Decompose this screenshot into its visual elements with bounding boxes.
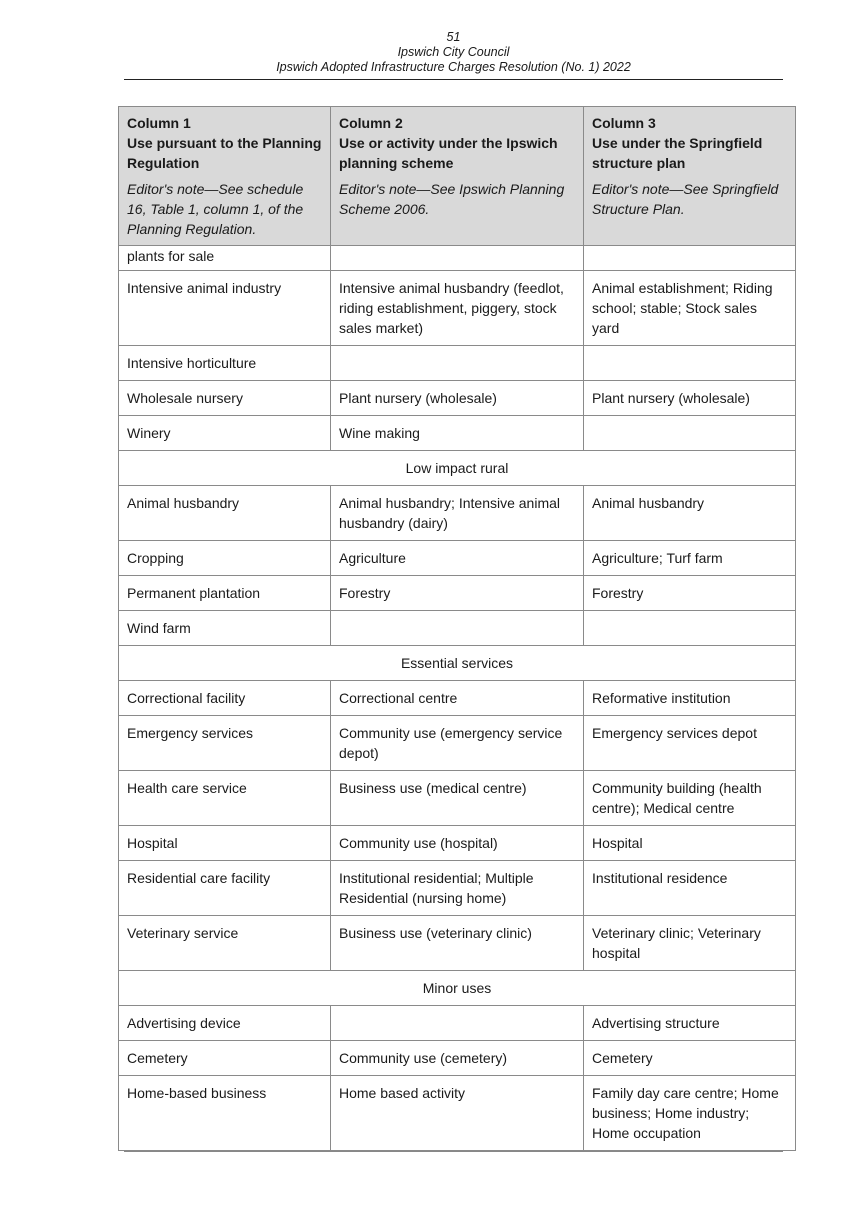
table-cell: Correctional centre bbox=[331, 681, 584, 716]
table-cell: Intensive animal husbandry (feedlot, riding establishment, piggery, stock sales market) bbox=[331, 271, 584, 346]
table-row bbox=[119, 861, 796, 916]
table-cell: Wholesale nursery bbox=[119, 381, 331, 416]
table-cell: Forestry bbox=[584, 576, 796, 611]
table-cell: Correctional facility bbox=[119, 681, 331, 716]
table-cell: Hospital bbox=[584, 826, 796, 861]
section-heading: Essential services bbox=[119, 646, 796, 681]
table-cell: Institutional residence bbox=[584, 861, 796, 916]
table-cell: Health care service bbox=[119, 771, 331, 826]
page-header bbox=[124, 30, 783, 75]
column-2-subtitle: Use or activity under the Ipswich planning scheme bbox=[339, 135, 558, 171]
column-2-title: Column 2 bbox=[339, 115, 403, 131]
section-row bbox=[119, 646, 796, 681]
table-cell: Winery bbox=[119, 416, 331, 451]
table-cell: Intensive horticulture bbox=[119, 346, 331, 381]
table-row bbox=[119, 381, 796, 416]
table-row bbox=[119, 486, 796, 541]
table-row bbox=[119, 716, 796, 771]
table-cell: Cropping bbox=[119, 541, 331, 576]
table-cell: Forestry bbox=[331, 576, 584, 611]
table-cell: Business use (medical centre) bbox=[331, 771, 584, 826]
continuation-row bbox=[119, 246, 796, 271]
header-rule bbox=[124, 79, 783, 80]
table-row bbox=[119, 541, 796, 576]
table-cell: Business use (veterinary clinic) bbox=[331, 916, 584, 971]
section-heading: Minor uses bbox=[119, 971, 796, 1006]
table-cell: Cemetery bbox=[584, 1041, 796, 1076]
table-cell: Plant nursery (wholesale) bbox=[331, 381, 584, 416]
table-row bbox=[119, 1041, 796, 1076]
table-cell: Advertising structure bbox=[584, 1006, 796, 1041]
table-cell bbox=[584, 246, 796, 271]
table-cell: plants for sale bbox=[119, 246, 331, 271]
table-cell: Wine making bbox=[331, 416, 584, 451]
organisation-name: Ipswich City Council bbox=[397, 45, 510, 59]
table-cell: Animal establishment; Riding school; stable; Stock sales yard bbox=[584, 271, 796, 346]
table-row bbox=[119, 1076, 796, 1151]
column-1-title: Column 1 bbox=[127, 115, 191, 131]
table-cell bbox=[331, 1006, 584, 1041]
table-cell bbox=[584, 416, 796, 451]
table-cell: Community use (cemetery) bbox=[331, 1041, 584, 1076]
table-cell: Veterinary service bbox=[119, 916, 331, 971]
column-3-note: Editor's note—See Springfield Structure Plan. bbox=[592, 181, 779, 217]
column-2-note: Editor's note—See Ipswich Planning Scheme 2006. bbox=[339, 181, 565, 217]
table-cell bbox=[584, 611, 796, 646]
table-row bbox=[119, 416, 796, 451]
table-cell bbox=[331, 246, 584, 271]
table-cell: Intensive animal industry bbox=[119, 271, 331, 346]
table-row bbox=[119, 346, 796, 381]
table-cell: Community use (hospital) bbox=[331, 826, 584, 861]
table-cell bbox=[331, 346, 584, 381]
table-row bbox=[119, 611, 796, 646]
section-row bbox=[119, 971, 796, 1006]
table-cell: Community building (health centre); Medical centre bbox=[584, 771, 796, 826]
table-row bbox=[119, 916, 796, 971]
column-3-subtitle: Use under the Springfield structure plan bbox=[592, 135, 763, 171]
table-cell: Hospital bbox=[119, 826, 331, 861]
table-cell: Residential care facility bbox=[119, 861, 331, 916]
table-row bbox=[119, 1006, 796, 1041]
table-cell: Animal husbandry bbox=[119, 486, 331, 541]
document-title: Ipswich Adopted Infrastructure Charges Resolution (No. 1) 2022 bbox=[276, 60, 631, 74]
table-cell bbox=[584, 346, 796, 381]
page-number: 51 bbox=[446, 30, 461, 44]
column-3-header bbox=[584, 107, 796, 246]
column-3-title: Column 3 bbox=[592, 115, 656, 131]
column-1-note: Editor's note—See schedule 16, Table 1, column 1, of the Planning Regulation. bbox=[127, 181, 304, 237]
table-cell: Animal husbandry; Intensive animal husbandry (dairy) bbox=[331, 486, 584, 541]
table-cell: Agriculture bbox=[331, 541, 584, 576]
table-row bbox=[119, 271, 796, 346]
table-cell: Institutional residential; Multiple Residential (nursing home) bbox=[331, 861, 584, 916]
table-cell: Family day care centre; Home business; Home industry; Home occupation bbox=[584, 1076, 796, 1151]
table-cell bbox=[331, 611, 584, 646]
column-1-header bbox=[119, 107, 331, 246]
table-cell: Home based activity bbox=[331, 1076, 584, 1151]
table-cell: Wind farm bbox=[119, 611, 331, 646]
table-row bbox=[119, 771, 796, 826]
table-cell: Community use (emergency service depot) bbox=[331, 716, 584, 771]
table-cell: Reformative institution bbox=[584, 681, 796, 716]
table-row bbox=[119, 681, 796, 716]
table-cell: Emergency services depot bbox=[584, 716, 796, 771]
table-row bbox=[119, 826, 796, 861]
footer-rule bbox=[124, 1151, 783, 1152]
table-cell: Agriculture; Turf farm bbox=[584, 541, 796, 576]
table-row bbox=[119, 576, 796, 611]
table-cell: Veterinary clinic; Veterinary hospital bbox=[584, 916, 796, 971]
table-body bbox=[119, 246, 796, 1151]
table-cell: Cemetery bbox=[119, 1041, 331, 1076]
table-cell: Animal husbandry bbox=[584, 486, 796, 541]
table-header-row bbox=[119, 107, 796, 246]
section-heading: Low impact rural bbox=[119, 451, 796, 486]
table-cell: Permanent plantation bbox=[119, 576, 331, 611]
column-2-header bbox=[331, 107, 584, 246]
use-mapping-table bbox=[118, 106, 796, 1151]
section-row bbox=[119, 451, 796, 486]
table-cell: Home-based business bbox=[119, 1076, 331, 1151]
table-cell: Emergency services bbox=[119, 716, 331, 771]
table-cell: Advertising device bbox=[119, 1006, 331, 1041]
table-cell: Plant nursery (wholesale) bbox=[584, 381, 796, 416]
column-1-subtitle: Use pursuant to the Planning Regulation bbox=[127, 135, 322, 171]
